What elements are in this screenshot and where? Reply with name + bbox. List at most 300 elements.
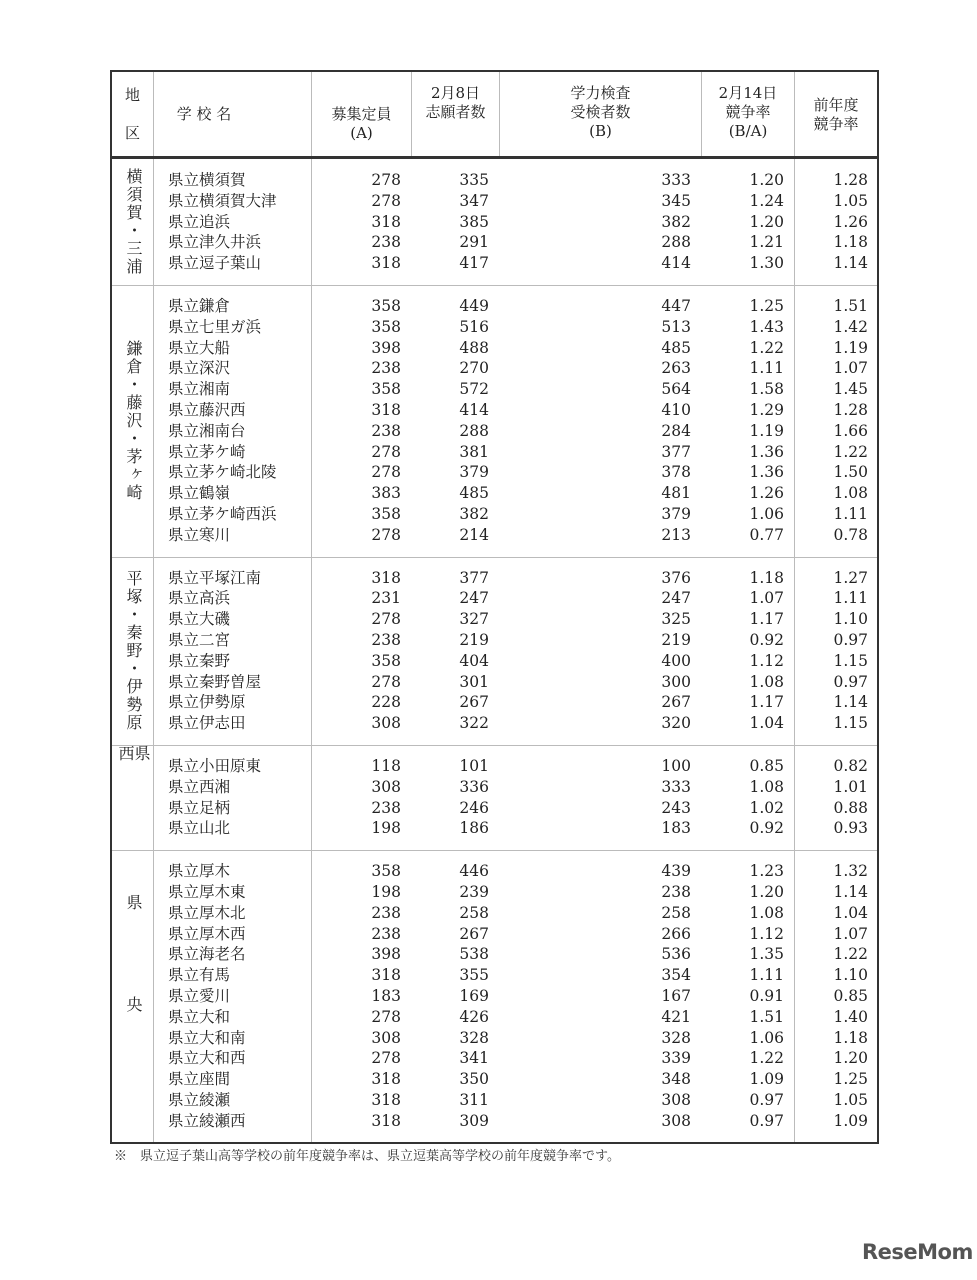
capacity: 228: [371, 693, 401, 712]
capacity: 318: [371, 1111, 401, 1130]
table-row: [112, 232, 877, 253]
table-row: [112, 1028, 877, 1049]
ratio: 1.09: [749, 1070, 784, 1089]
school-name: 県立藤沢西: [168, 401, 246, 419]
table-row: [112, 882, 877, 903]
table-row: [112, 630, 877, 651]
examinees: 100: [661, 757, 691, 775]
header-ratio-line: (B/A): [728, 122, 768, 140]
examinees: 258: [661, 903, 691, 922]
school-name: 県立伊志田: [168, 714, 246, 733]
table-row: [112, 965, 877, 986]
school-name: 県立二宮: [168, 630, 231, 649]
table-row: [112, 504, 877, 525]
capacity: 358: [371, 297, 401, 315]
capacity: 318: [371, 1070, 401, 1089]
prev-ratio: 0.88: [833, 798, 868, 817]
ratio: 1.24: [749, 191, 784, 210]
school-name: 県立湘南: [168, 380, 231, 399]
school-name: 県立有馬: [168, 966, 231, 985]
school-name: 県立寒川: [168, 525, 231, 544]
prev-ratio: 1.07: [833, 359, 868, 378]
region-section: [112, 557, 877, 745]
school-name: 県立大和: [168, 1007, 231, 1026]
table-row: [112, 756, 877, 777]
school-name: 県立小田原東: [168, 757, 262, 775]
school-name: 県立大船: [168, 338, 231, 357]
capacity: 198: [371, 819, 401, 838]
table-row: [112, 379, 877, 400]
prev-ratio: 1.28: [833, 401, 868, 419]
school-name: 県立厚木北: [168, 903, 246, 922]
applicants: 328: [459, 1028, 489, 1047]
capacity: 308: [371, 1028, 401, 1047]
applicants: 335: [459, 171, 489, 189]
capacity: 238: [371, 359, 401, 378]
prev-ratio: 1.18: [833, 233, 868, 252]
ratio: 0.85: [749, 757, 784, 775]
capacity: 183: [371, 986, 401, 1005]
table-row: [112, 212, 877, 233]
ratio: 1.08: [749, 903, 784, 922]
header-applicants-line: 志願者数: [425, 103, 486, 121]
capacity: 278: [371, 1049, 401, 1068]
ratio: 1.20: [749, 882, 784, 901]
ratio: 1.25: [749, 297, 784, 315]
examinees: 400: [661, 651, 691, 670]
header-examinees: [500, 84, 701, 141]
examinees: 243: [661, 798, 691, 817]
table-row: [112, 462, 877, 483]
prev-ratio: 0.97: [833, 672, 868, 691]
capacity: 278: [371, 525, 401, 544]
ratio: 1.30: [749, 254, 784, 273]
examinees: 263: [661, 359, 691, 378]
capacity: 398: [371, 945, 401, 964]
ratio: 1.17: [749, 693, 784, 712]
school-name: 県立横須賀大津: [168, 191, 277, 210]
examinees: 348: [661, 1070, 691, 1089]
table-row: [112, 338, 877, 359]
school-name: 県立横須賀: [168, 171, 246, 189]
applicants: 267: [459, 693, 489, 712]
examinees: 333: [661, 777, 691, 796]
applicants: 572: [459, 380, 489, 399]
capacity: 238: [371, 421, 401, 440]
applicants: 485: [459, 484, 489, 503]
examinees: 167: [661, 986, 691, 1005]
capacity: 198: [371, 882, 401, 901]
examinees: 325: [661, 610, 691, 629]
header-applicants-line: 2月8日: [430, 84, 481, 102]
examinees: 308: [661, 1111, 691, 1130]
examinees: 328: [661, 1028, 691, 1047]
school-name: 県立大和南: [168, 1028, 246, 1047]
region-section: [112, 159, 877, 285]
ratio: 1.06: [749, 1028, 784, 1047]
prev-ratio: 1.05: [833, 191, 868, 210]
table-row: [112, 358, 877, 379]
ratio: 1.22: [749, 1049, 784, 1068]
examinees: 320: [661, 714, 691, 733]
school-name: 県立秦野曽屋: [168, 672, 262, 691]
applicants: 322: [459, 714, 489, 733]
applicants: 446: [459, 862, 489, 881]
prev-ratio: 1.18: [833, 1028, 868, 1047]
admission-ratio-table: [110, 70, 879, 1144]
school-name: 県立平塚江南: [168, 568, 262, 587]
table-row: [112, 296, 877, 317]
applicants: 516: [459, 317, 489, 336]
applicants: 169: [459, 986, 489, 1005]
school-name: 県立大磯: [168, 610, 231, 629]
applicants: 417: [459, 254, 489, 273]
applicants: 267: [459, 924, 489, 943]
prev-ratio: 1.14: [833, 254, 868, 273]
examinees: 345: [661, 191, 691, 210]
school-name: 県立足柄: [168, 798, 231, 817]
school-name: 県立津久井浜: [168, 233, 262, 252]
ratio: 1.36: [749, 442, 784, 461]
header-region-bottom: 区: [124, 124, 140, 142]
capacity: 238: [371, 630, 401, 649]
table-row: [112, 861, 877, 882]
school-name: 県立厚木: [168, 862, 231, 881]
ratio: 1.08: [749, 672, 784, 691]
capacity: 308: [371, 714, 401, 733]
ratio: 0.92: [749, 630, 784, 649]
applicants: 350: [459, 1070, 489, 1089]
applicants: 381: [459, 442, 489, 461]
prev-ratio: 0.82: [833, 757, 868, 775]
examinees: 339: [661, 1049, 691, 1068]
ratio: 1.29: [749, 401, 784, 419]
prev-ratio: 1.10: [833, 966, 868, 985]
applicants: 449: [459, 297, 489, 315]
applicants: 379: [459, 463, 489, 482]
header-prev-ratio: [795, 96, 877, 134]
prev-ratio: 1.01: [833, 777, 868, 796]
ratio: 1.17: [749, 610, 784, 629]
school-name: 県立高浜: [168, 589, 231, 608]
prev-ratio: 1.10: [833, 610, 868, 629]
region-label: 鎌倉・藤沢・茅ヶ崎: [124, 339, 143, 502]
region-label: 県央: [124, 894, 143, 1099]
examinees: 238: [661, 882, 691, 901]
examinees: 288: [661, 233, 691, 252]
prev-ratio: 1.66: [833, 421, 868, 440]
prev-ratio: 1.25: [833, 1070, 868, 1089]
capacity: 318: [371, 1090, 401, 1109]
prev-ratio: 1.14: [833, 882, 868, 901]
capacity: 398: [371, 338, 401, 357]
table-row: [112, 317, 877, 338]
ratio: 1.02: [749, 798, 784, 817]
prev-ratio: 1.51: [833, 297, 868, 315]
school-name: 県立茅ケ崎北陵: [168, 463, 277, 482]
examinees: 447: [661, 297, 691, 315]
examinees: 213: [661, 525, 691, 544]
table-row: [112, 1007, 877, 1028]
capacity: 278: [371, 171, 401, 189]
prev-ratio: 1.20: [833, 1049, 868, 1068]
prev-ratio: 1.07: [833, 924, 868, 943]
school-name: 県立七里ガ浜: [168, 317, 262, 336]
examinees: 247: [661, 589, 691, 608]
prev-ratio: 1.11: [833, 505, 868, 523]
examinees: 481: [661, 484, 691, 503]
ratio: 1.11: [749, 359, 784, 378]
region-section: [112, 745, 877, 850]
applicants: 258: [459, 903, 489, 922]
ratio: 1.07: [749, 589, 784, 608]
prev-ratio: 1.45: [833, 380, 868, 399]
applicants: 327: [459, 610, 489, 629]
table-row: [112, 1111, 877, 1132]
school-name: 県立大和西: [168, 1049, 246, 1068]
footnote: ※ 県立逗子葉山高等学校の前年度競争率は、県立逗葉高等学校の前年度競争率です。: [114, 1149, 620, 1164]
ratio: 0.91: [749, 986, 784, 1005]
table-row: [112, 944, 877, 965]
table-row: [112, 253, 877, 274]
table-row: [112, 525, 877, 546]
applicants: 311: [459, 1090, 489, 1109]
school-name: 県立愛川: [168, 986, 231, 1005]
examinees: 308: [661, 1090, 691, 1109]
ratio: 1.06: [749, 505, 784, 523]
examinees: 382: [661, 212, 691, 231]
applicants: 291: [459, 233, 489, 252]
applicants: 288: [459, 421, 489, 440]
table-row: [112, 170, 877, 191]
capacity: 358: [371, 380, 401, 399]
header-applicants: [412, 84, 499, 122]
school-name: 県立鎌倉: [168, 297, 231, 315]
header-prev-ratio-line: 前年度: [813, 96, 859, 114]
examinees: 439: [661, 862, 691, 881]
ratio: 0.97: [749, 1090, 784, 1109]
ratio: 1.04: [749, 714, 784, 733]
ratio: 0.77: [749, 525, 784, 544]
applicants: 414: [459, 401, 489, 419]
region-section: [112, 285, 877, 557]
ratio: 1.11: [749, 966, 784, 985]
table-row: [112, 692, 877, 713]
prev-ratio: 0.78: [833, 525, 868, 544]
table-row: [112, 609, 877, 630]
capacity: 358: [371, 862, 401, 881]
school-name: 県立山北: [168, 819, 231, 838]
capacity: 278: [371, 191, 401, 210]
applicants: 336: [459, 777, 489, 796]
ratio: 0.92: [749, 819, 784, 838]
applicants: 355: [459, 966, 489, 985]
school-name: 県立湘南台: [168, 421, 246, 440]
capacity: 318: [371, 254, 401, 273]
school-name: 県立秦野: [168, 651, 231, 670]
region-label: 県西: [116, 745, 151, 805]
examinees: 376: [661, 568, 691, 587]
prev-ratio: 1.50: [833, 463, 868, 482]
ratio: 1.58: [749, 380, 784, 399]
prev-ratio: 1.27: [833, 568, 868, 587]
capacity: 358: [371, 505, 401, 523]
school-name: 県立茅ケ崎: [168, 442, 246, 461]
table-row: [112, 651, 877, 672]
school-name: 県立海老名: [168, 945, 246, 964]
capacity: 278: [371, 1007, 401, 1026]
table-row: [112, 442, 877, 463]
prev-ratio: 1.14: [833, 693, 868, 712]
applicants: 382: [459, 505, 489, 523]
table-row: [112, 903, 877, 924]
ratio: 0.97: [749, 1111, 784, 1130]
applicants: 488: [459, 338, 489, 357]
prev-ratio: 1.15: [833, 651, 868, 670]
ratio: 1.35: [749, 945, 784, 964]
table-header: [112, 72, 877, 159]
capacity: 278: [371, 442, 401, 461]
capacity: 231: [371, 589, 401, 608]
header-examinees-line: (B): [589, 122, 612, 140]
examinees: 284: [661, 421, 691, 440]
applicants: 219: [459, 630, 489, 649]
examinees: 421: [661, 1007, 691, 1026]
capacity: 118: [371, 757, 401, 775]
examinees: 536: [661, 945, 691, 964]
examinees: 219: [661, 630, 691, 649]
school-name: 県立西湘: [168, 777, 231, 796]
ratio: 1.23: [749, 862, 784, 881]
capacity: 318: [371, 568, 401, 587]
capacity: 238: [371, 903, 401, 922]
school-name: 県立厚木東: [168, 882, 246, 901]
ratio: 1.26: [749, 484, 784, 503]
header-region-top: 地: [124, 86, 140, 104]
prev-ratio: 1.08: [833, 484, 868, 503]
applicants: 538: [459, 945, 489, 964]
examinees: 410: [661, 401, 691, 419]
capacity: 358: [371, 317, 401, 336]
table-row: [112, 798, 877, 819]
table-row: [112, 777, 877, 798]
capacity: 278: [371, 463, 401, 482]
ratio: 1.20: [749, 212, 784, 231]
table-row: [112, 986, 877, 1007]
applicants: 347: [459, 191, 489, 210]
capacity: 318: [371, 966, 401, 985]
header-ratio: [702, 84, 794, 141]
table-row: [112, 924, 877, 945]
examinees: 183: [661, 819, 691, 838]
header-capacity-line: (A): [350, 124, 373, 142]
school-name: 県立深沢: [168, 359, 231, 378]
prev-ratio: 1.40: [833, 1007, 868, 1026]
examinees: 414: [661, 254, 691, 273]
prev-ratio: 0.97: [833, 630, 868, 649]
ratio: 1.51: [749, 1007, 784, 1026]
table-row: [112, 1069, 877, 1090]
region-section: [112, 850, 877, 1142]
ratio: 1.22: [749, 338, 784, 357]
ratio: 1.08: [749, 777, 784, 796]
examinees: 378: [661, 463, 691, 482]
examinees: 379: [661, 505, 691, 523]
prev-ratio: 1.42: [833, 317, 868, 336]
school-name: 県立綾瀬: [168, 1090, 231, 1109]
ratio: 1.20: [749, 171, 784, 189]
applicants: 385: [459, 212, 489, 231]
ratio: 1.18: [749, 568, 784, 587]
examinees: 266: [661, 924, 691, 943]
region-label: 平塚・秦野・伊勢原: [124, 569, 143, 732]
prev-ratio: 1.05: [833, 1090, 868, 1109]
ratio: 1.43: [749, 317, 784, 336]
ratio: 1.19: [749, 421, 784, 440]
prev-ratio: 1.32: [833, 862, 868, 881]
capacity: 278: [371, 610, 401, 629]
table-row: [112, 483, 877, 504]
header-ratio-line: 2月14日: [718, 84, 778, 102]
header-examinees-line: 受検者数: [570, 103, 631, 121]
applicants: 301: [459, 672, 489, 691]
resemom-logo: ReseMom: [862, 1240, 973, 1264]
table-row: [112, 1090, 877, 1111]
school-name: 県立茅ケ崎西浜: [168, 505, 277, 523]
examinees: 564: [661, 380, 691, 399]
capacity: 358: [371, 651, 401, 670]
header-ratio-line: 競争率: [725, 103, 771, 121]
applicants: 404: [459, 651, 489, 670]
school-name: 県立綾瀬西: [168, 1111, 246, 1130]
table-row: [112, 421, 877, 442]
table-row: [112, 191, 877, 212]
capacity: 308: [371, 777, 401, 796]
school-name: 県立伊勢原: [168, 693, 246, 712]
examinees: 377: [661, 442, 691, 461]
school-name: 県立鶴嶺: [168, 484, 231, 503]
applicants: 341: [459, 1049, 489, 1068]
applicants: 246: [459, 798, 489, 817]
school-name: 県立厚木西: [168, 924, 246, 943]
header-examinees-line: 学力検査: [570, 84, 631, 102]
ratio: 1.12: [749, 651, 784, 670]
school-name: 県立逗子葉山: [168, 254, 262, 273]
applicants: 247: [459, 589, 489, 608]
applicants: 214: [459, 525, 489, 544]
examinees: 333: [661, 171, 691, 189]
applicants: 426: [459, 1007, 489, 1026]
capacity: 238: [371, 233, 401, 252]
prev-ratio: 0.85: [833, 986, 868, 1005]
ratio: 1.36: [749, 463, 784, 482]
ratio: 1.21: [749, 233, 784, 252]
header-capacity: [312, 105, 411, 143]
capacity: 278: [371, 672, 401, 691]
applicants: 186: [459, 819, 489, 838]
header-school: 学 校 名: [176, 105, 232, 123]
header-capacity-line: 募集定員: [331, 105, 392, 123]
prev-ratio: 0.93: [833, 819, 868, 838]
capacity: 238: [371, 924, 401, 943]
prev-ratio: 1.22: [833, 442, 868, 461]
header-prev-ratio-line: 競争率: [813, 115, 859, 133]
prev-ratio: 1.04: [833, 903, 868, 922]
school-name: 県立追浜: [168, 212, 231, 231]
capacity: 238: [371, 798, 401, 817]
prev-ratio: 1.09: [833, 1111, 868, 1130]
table-row: [112, 1048, 877, 1069]
